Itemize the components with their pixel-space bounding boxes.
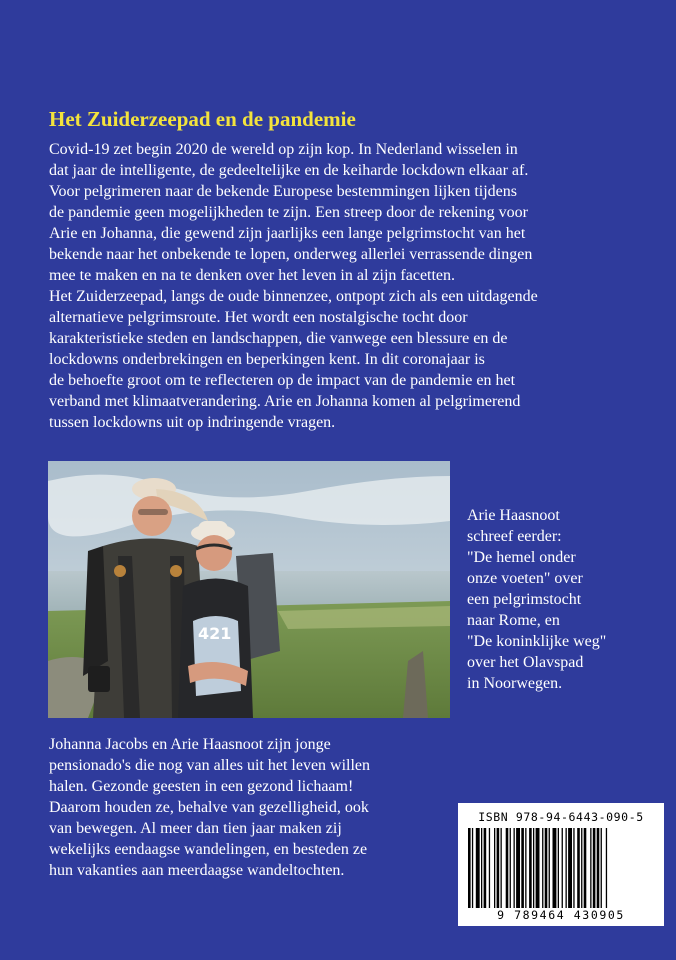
bio-line: hun vakanties aan meerdaagse wandeltochten. — [49, 862, 345, 879]
author-note-line: "De koninklijke weg" — [467, 633, 607, 650]
author-note — [467, 505, 667, 694]
bio-line: pensionado's die nog van alles uit het leven willen — [49, 757, 371, 774]
intro-text — [49, 139, 649, 433]
intro-line: verband met klimaatverandering. Arie en Johanna komen al pelgrimerend — [49, 393, 521, 410]
intro-line: Arie en Johanna, die gewend zijn jaarlijks een lange pelgrimstocht van het — [49, 225, 526, 242]
isbn-label: ISBN 978-94-6443-090-5 — [478, 810, 644, 824]
barcode-bar — [525, 828, 526, 908]
barcode-bar — [549, 828, 550, 908]
bio-line: van bewegen. Al meer dan tien jaar maken zij — [49, 820, 342, 837]
barcode-bar — [536, 828, 540, 908]
barcode-bar — [506, 828, 509, 908]
author-note-line: Arie Haasnoot — [467, 507, 560, 524]
barcode-bar — [468, 828, 471, 908]
barcode-bars — [468, 828, 654, 908]
barcode-bar — [553, 828, 557, 908]
barcode-bar — [577, 828, 580, 908]
intro-line: bekende naar het onbekende te lopen, onderweg allerlei verrassende dingen — [49, 246, 533, 263]
barcode-bar — [597, 828, 600, 908]
barcode-bar — [581, 828, 582, 908]
author-note-line: in Noorwegen. — [467, 675, 563, 692]
barcode-digits: 9 789464 430905 — [497, 908, 625, 922]
intro-line: tussen lockdowns uit op indringende vragen. — [49, 414, 336, 431]
intro-line: Voor pelgrimeren naar de bekende Europese bestemmingen lijken tijdens — [49, 183, 517, 200]
barcode-bar — [590, 828, 591, 908]
barcode-bar — [545, 828, 548, 908]
bio-line: Johanna Jacobs en Arie Haasnoot zijn jonge — [49, 736, 331, 753]
barcode-bar — [542, 828, 543, 908]
barcode-bar — [601, 828, 602, 908]
barcode-bar — [497, 828, 500, 908]
barcode-bar — [573, 828, 574, 908]
barcode-bar — [584, 828, 587, 908]
intro-line: de behoefte groot om te reflecteren op de impact van de pandemie en het — [49, 372, 516, 389]
author-note-line: een pelgrimstocht — [467, 591, 582, 608]
bio-line: wekelijks eendaagse wandelingen, en besteden ze — [49, 841, 368, 858]
author-note-line: onze voeten" over — [467, 570, 583, 587]
barcode-bar — [593, 828, 596, 908]
intro-line: Covid-19 zet begin 2020 de wereld op zijn kop. In Nederland wisselen in — [49, 141, 518, 158]
barcode-bar — [516, 828, 520, 908]
barcode-bar — [606, 828, 607, 908]
book-title: Het Zuiderzeepad en de pandemie — [49, 107, 356, 132]
intro-line: alternatieve pelgrimsroute. Het wordt een nostalgische tocht door — [49, 309, 468, 326]
author-note-line: naar Rome, en — [467, 612, 560, 629]
author-note-line: over het Olavspad — [467, 654, 584, 671]
barcode-bar — [501, 828, 502, 908]
intro-line: de pandemie geen mogelijkheden te zijn. Een streep door de rekening voor — [49, 204, 528, 221]
barcode-bar — [481, 828, 482, 908]
barcode-bar — [510, 828, 511, 908]
barcode-bar — [494, 828, 495, 908]
barcode-bar — [533, 828, 534, 908]
barcode-bar — [568, 828, 572, 908]
intro-line: dat jaar de intelligente, de gedeeltelijke en de keiharde lockdown elkaar af. — [49, 162, 529, 179]
intro-line: karakteristieke steden en landschappen, die vanwege een blessure en de — [49, 330, 508, 347]
barcode-bar — [484, 828, 487, 908]
barcode-bar — [562, 828, 563, 908]
intro-line: mee te maken en na te denken over het leven in al zijn facetten. — [49, 267, 456, 284]
intro-line: Het Zuiderzeepad, langs de oude binnenzee, ontpopt zich als een uitdagende — [49, 288, 538, 305]
authors-bio — [49, 734, 459, 881]
isbn-barcode — [458, 803, 664, 926]
author-note-line: schreef eerder: — [467, 528, 562, 545]
author-note-line: "De hemel onder — [467, 549, 576, 566]
bio-line: Daarom houden ze, behalve van gezelligheid, ook — [49, 799, 369, 816]
barcode-bar — [529, 828, 532, 908]
author-photo — [48, 461, 450, 718]
barcode-bar — [472, 828, 473, 908]
bio-line: halen. Gezonde geesten in een gezond lichaam! — [49, 778, 354, 795]
barcode-bar — [514, 828, 515, 908]
barcode-bar — [558, 828, 559, 908]
barcode-bar — [476, 828, 480, 908]
shirt-print: 421 — [198, 624, 232, 643]
barcode-bar — [566, 828, 567, 908]
intro-line: lockdowns onderbrekingen en beperkingen kent. In dit coronajaar is — [49, 351, 485, 368]
barcode-bar — [489, 828, 490, 908]
barcode-bar — [521, 828, 524, 908]
